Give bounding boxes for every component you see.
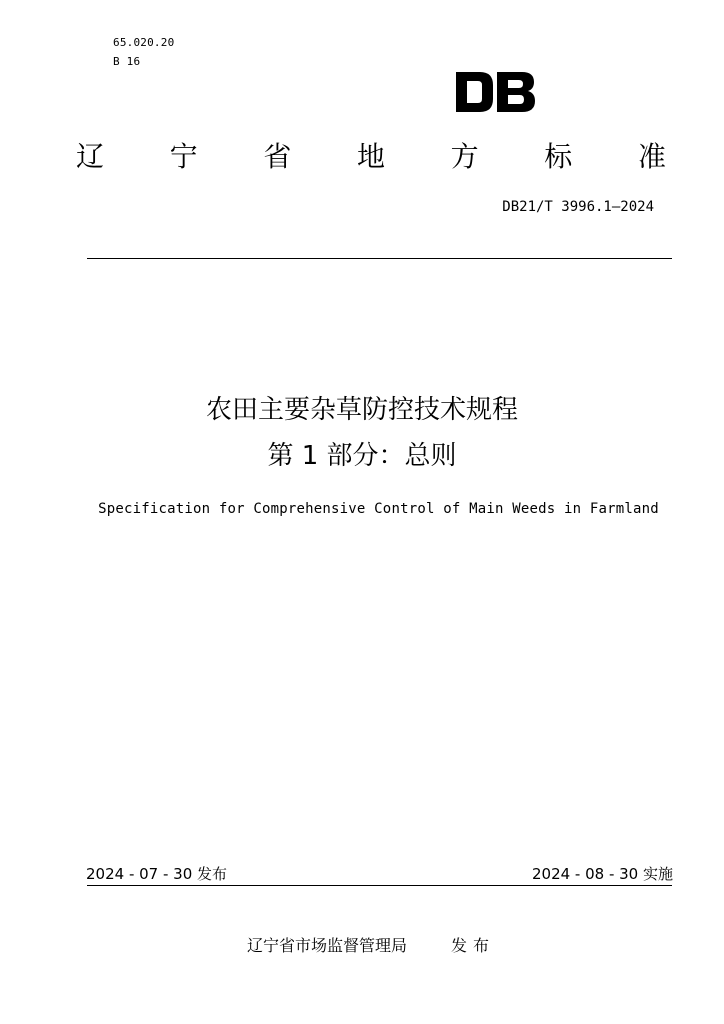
ccs-code: B 16: [113, 55, 141, 68]
issue-date: 2024 - 07 - 30 发布: [86, 865, 228, 883]
standard-type-char: 方: [450, 140, 479, 173]
standard-type-char: 准: [637, 140, 666, 173]
db-logo-letter-d: [456, 72, 493, 112]
standard-type-char: 宁: [169, 140, 198, 173]
standard-type-char: 地: [356, 140, 385, 173]
english-title: Specification for Comprehensive Control of Main Weeds in Farmland: [98, 501, 659, 517]
standard-number: DB21/T 3996.1—2024: [502, 199, 654, 215]
db-logo-letter-b: [497, 72, 535, 112]
standard-type-char: 辽: [76, 140, 105, 173]
document-subtitle: 第 1 部分：总则: [267, 441, 457, 471]
ics-code: 65.020.20: [113, 36, 175, 49]
db-logo: [456, 72, 536, 112]
standard-type-char: 标: [544, 140, 573, 173]
standard-type-char: 省: [263, 140, 292, 173]
issuing-authority: 辽宁省市场监督管理局: [247, 936, 408, 955]
bottom-divider: [87, 885, 672, 886]
standard-type-title: [76, 140, 666, 174]
top-divider: [87, 258, 672, 259]
implementation-date: 2024 - 08 - 30 实施: [531, 865, 673, 883]
publish-label: 发布: [451, 936, 496, 955]
document-title: 农田主要杂草防控技术规程: [205, 395, 518, 425]
